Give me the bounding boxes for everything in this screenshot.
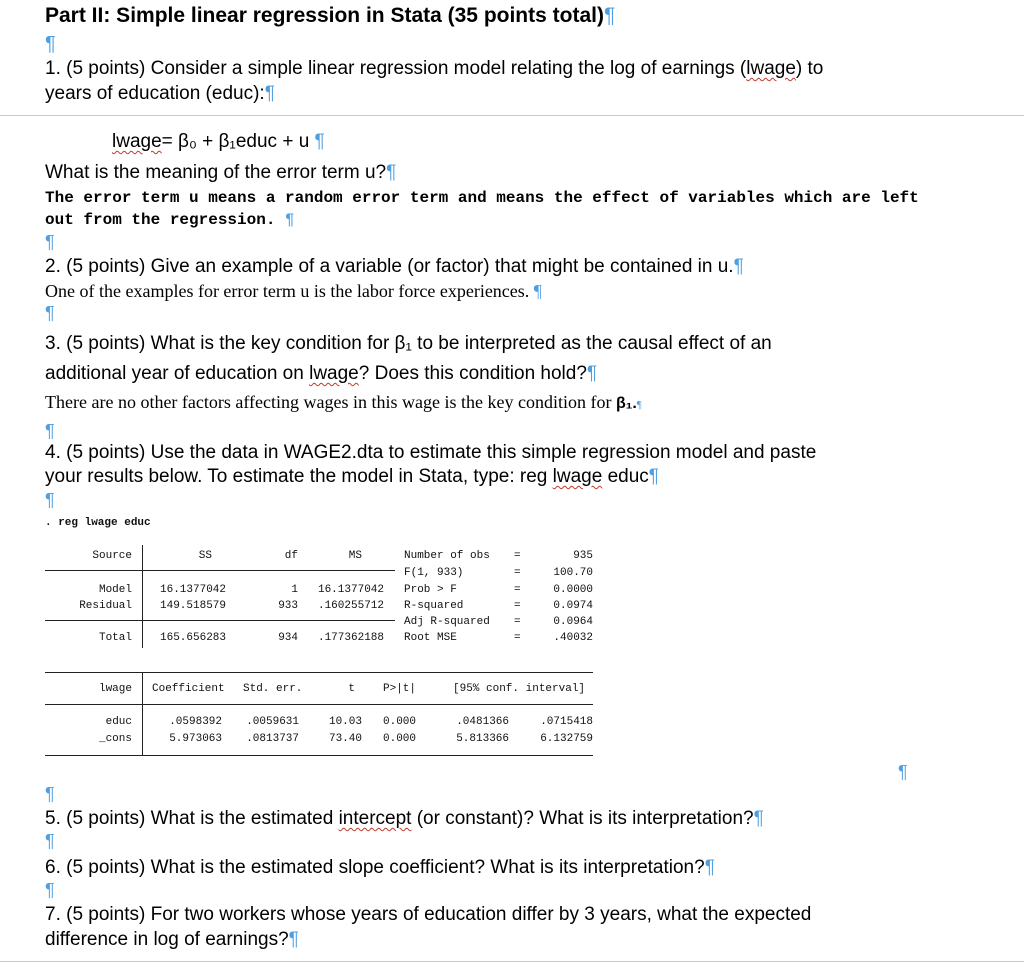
anova-cell: 16.1377042 (160, 584, 227, 596)
anova-header-ss: SS (198, 550, 212, 562)
question-1-line2: years of education (educ):¶ (45, 83, 275, 104)
pilcrow-mark: ¶ (603, 4, 616, 27)
coef-header: P>|t| (383, 683, 417, 695)
anova-header-ms: MS (348, 550, 362, 562)
coef-header: Coefficient (152, 683, 225, 695)
coef-row-label: _cons (98, 733, 132, 745)
table-rule (45, 755, 593, 756)
stat-value: .40032 (553, 632, 593, 644)
question-5: 5. (5 points) What is the estimated intercept (or constant)? What is its interpretation?¶ (45, 808, 764, 829)
coef-cell: 0.000 (383, 716, 417, 728)
question-3: 3. (5 points) What is the key condition for β₁ to be interpreted as the causal effect of an (45, 333, 772, 354)
pilcrow-mark: ¶ (45, 490, 55, 510)
stat-value: 100.70 (553, 567, 593, 579)
pilcrow-mark: ¶ (45, 33, 56, 55)
table-rule-vertical (142, 545, 143, 648)
stat-eq: = (514, 632, 521, 644)
coef-cell: 5.813366 (456, 733, 509, 745)
anova-cell: 16.1377042 (317, 584, 384, 596)
pilcrow-mark: ¶ (45, 784, 55, 804)
table-rule-vertical (142, 672, 143, 756)
stat-label: F(1, 933) (404, 567, 464, 579)
anova-row-label: Model (98, 584, 132, 596)
stata-command: . reg lwage educ (45, 517, 151, 529)
anova-cell: .160255712 (317, 600, 384, 612)
pilcrow-mark: ¶ (45, 831, 55, 851)
question-2: 2. (5 points) Give an example of a variable (or factor) that might be contained in u.¶ (45, 256, 744, 277)
pilcrow-mark: ¶ (898, 762, 908, 782)
stat-label: Root MSE (404, 632, 457, 644)
stat-label: R-squared (404, 600, 464, 612)
coef-cell: .0059631 (246, 716, 299, 728)
stat-label: Prob > F (404, 584, 457, 596)
stat-eq: = (514, 584, 521, 596)
coef-header: lwage (98, 683, 132, 695)
table-rule (45, 704, 593, 705)
stat-value: 0.0974 (553, 600, 593, 612)
question-4-line2: your results below. To estimate the model in Stata, type: reg lwage educ¶ (45, 466, 659, 487)
page-title: Part II: Simple linear regression in Stata (35 points total)¶ (45, 4, 616, 27)
anova-header-source: Source (92, 550, 132, 562)
stat-eq: = (514, 567, 521, 579)
coef-row-label: educ (105, 716, 132, 728)
question-1b: What is the meaning of the error term u?¶ (45, 162, 397, 183)
table-rule (45, 570, 395, 571)
question-3-line2: additional year of education on lwage? Does this condition hold?¶ (45, 363, 598, 384)
stat-eq: = (514, 550, 521, 562)
stat-value: 0.0000 (553, 584, 593, 596)
coef-header: [95% conf. interval] (453, 683, 586, 695)
stat-value: 935 (573, 550, 593, 562)
stat-eq: = (514, 616, 521, 628)
question-7-line2: difference in log of earnings?¶ (45, 929, 299, 950)
pilcrow-mark: ¶ (45, 421, 55, 441)
anova-cell: 933 (278, 600, 298, 612)
anova-cell: 1 (291, 584, 298, 596)
anova-row-label: Total (98, 632, 132, 644)
stat-label: Number of obs (404, 550, 490, 562)
answer-3: There are no other factors affecting wages in this wage is the key condition for β₁.¶ (45, 392, 642, 412)
pilcrow-mark: ¶ (45, 303, 55, 323)
anova-cell: 149.518579 (160, 600, 227, 612)
page-bottom-divider (0, 961, 1024, 962)
answer-2: One of the examples for error term u is the labor force experiences. ¶ (45, 281, 542, 301)
coef-cell: .0813737 (246, 733, 299, 745)
anova-cell: 165.656283 (160, 632, 227, 644)
question-1: 1. (5 points) Consider a simple linear regression model relating the log of earnings (lwage) to (45, 58, 824, 79)
coef-cell: .0481366 (456, 716, 509, 728)
coef-cell: 0.000 (383, 733, 417, 745)
table-rule (45, 672, 593, 673)
anova-cell: .177362188 (317, 632, 384, 644)
answer-1-line1: The error term u means a random error term and means the effect of variables which are left (45, 189, 919, 207)
coef-cell: .0598392 (169, 716, 222, 728)
anova-header-df: df (284, 550, 298, 562)
stat-eq: = (514, 600, 521, 612)
pilcrow-mark: ¶ (45, 232, 55, 252)
answer-1-line2: out from the regression. ¶ (45, 211, 295, 229)
coef-cell: .0715418 (540, 716, 593, 728)
stat-label: Adj R-squared (404, 616, 490, 628)
pilcrow-mark: ¶ (45, 880, 55, 900)
coef-cell: 6.132759 (540, 733, 593, 745)
question-7: 7. (5 points) For two workers whose years of education differ by 3 years, what the expected (45, 904, 812, 925)
coef-header: Std. err. (243, 683, 303, 695)
question-4: 4. (5 points) Use the data in WAGE2.dta to estimate this simple regression model and paste (45, 442, 817, 463)
question-6: 6. (5 points) What is the estimated slope coefficient? What is its interpretation?¶ (45, 857, 715, 878)
equation: lwage= β₀ + β₁educ + u ¶ (112, 131, 325, 152)
section-divider (0, 115, 1024, 116)
anova-cell: 934 (278, 632, 298, 644)
anova-row-label: Residual (79, 600, 132, 612)
stat-value: 0.0964 (553, 616, 593, 628)
coef-header: t (348, 683, 355, 695)
coef-cell: 5.973063 (169, 733, 222, 745)
table-rule (45, 620, 395, 621)
coef-cell: 10.03 (328, 716, 362, 728)
coef-cell: 73.40 (328, 733, 362, 745)
